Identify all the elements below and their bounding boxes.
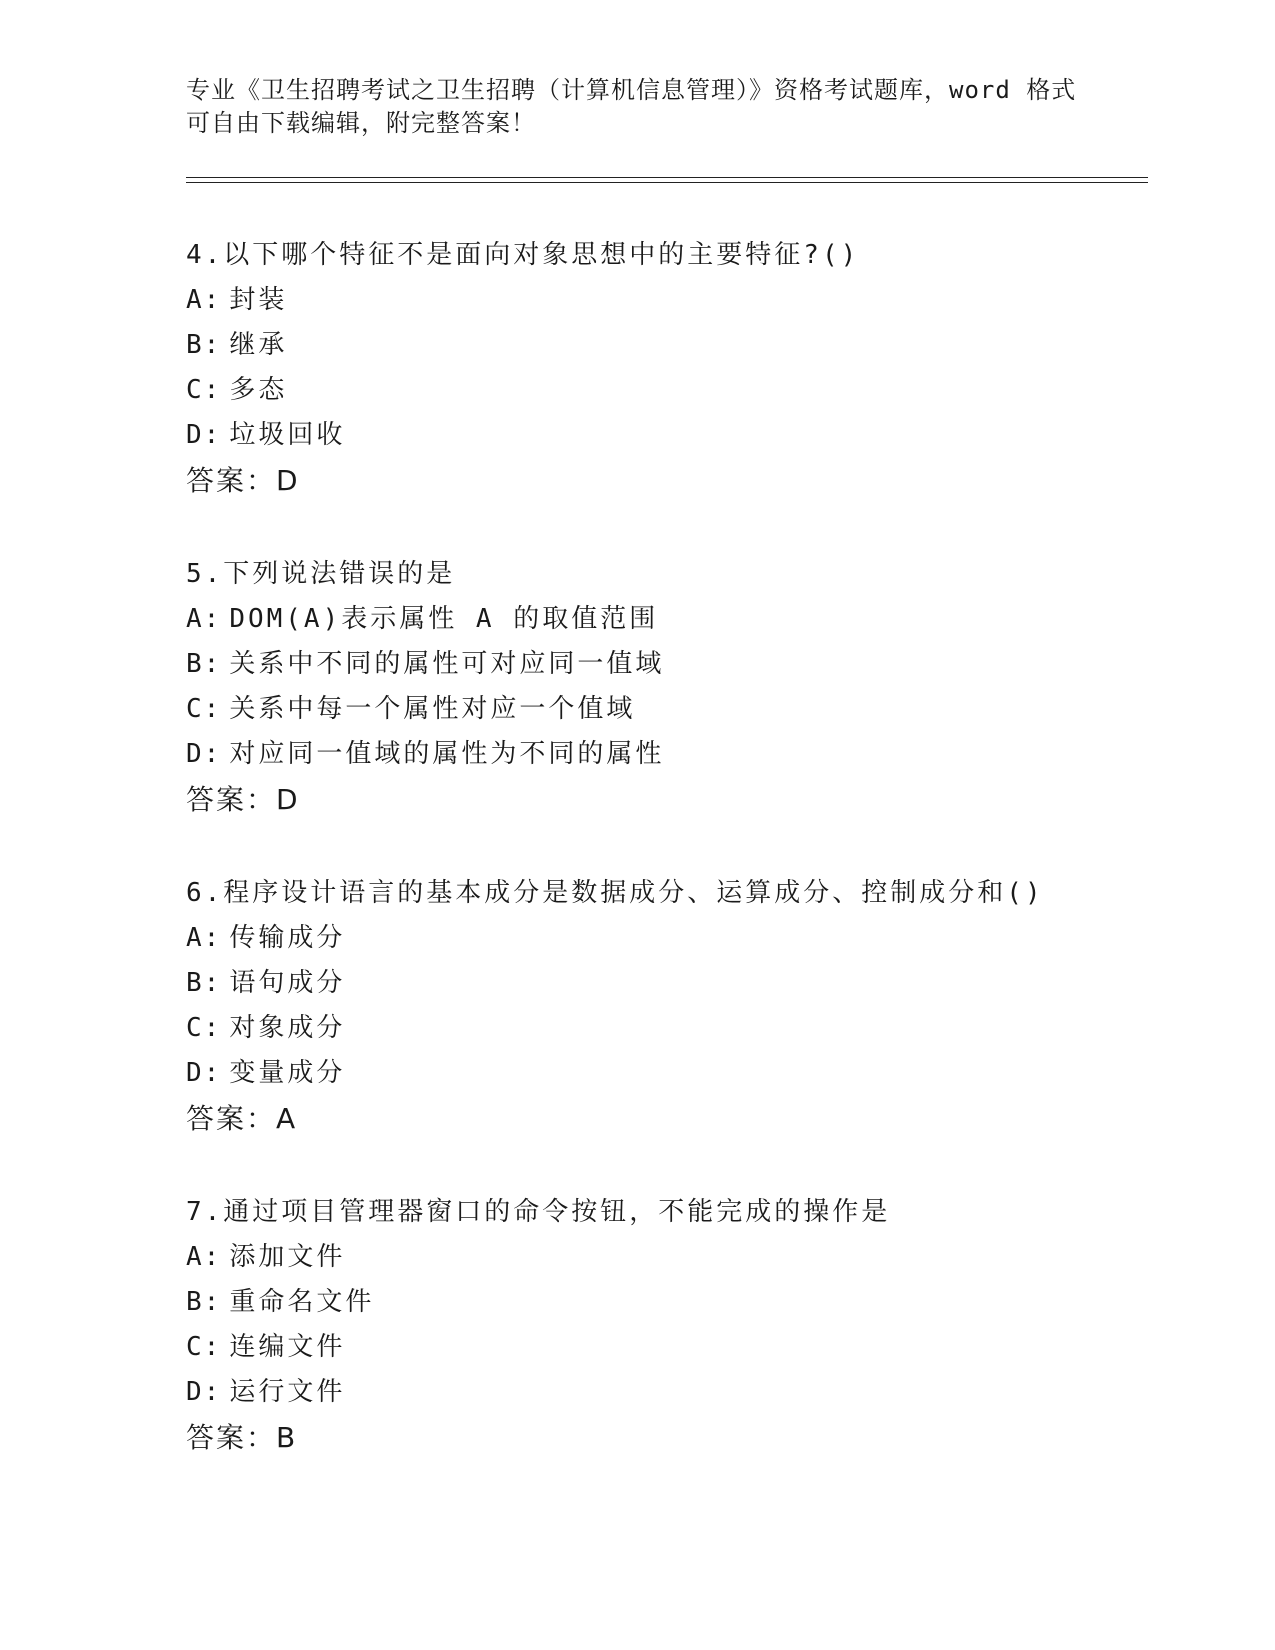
option-letter: D: xyxy=(186,1058,222,1088)
option-text: 添加文件 xyxy=(229,1242,346,1272)
option-d xyxy=(186,1051,1166,1096)
answer-value: A xyxy=(276,1102,298,1135)
option-letter: D: xyxy=(186,739,222,769)
option-b xyxy=(186,323,1166,368)
option-text: 变量成分 xyxy=(229,1058,346,1088)
option-text: 传输成分 xyxy=(229,923,346,953)
option-d xyxy=(186,732,1166,777)
option-text: 垃圾回收 xyxy=(229,420,346,450)
answer-label: 答案： xyxy=(186,783,277,816)
option-text: 关系中每一个属性对应一个值域 xyxy=(229,694,636,724)
option-letter: C: xyxy=(186,1013,222,1043)
header-line-1: 专业《卫生招聘考试之卫生招聘（计算机信息管理）》资格考试题库，word 格式 xyxy=(186,76,1077,104)
answer-value: B xyxy=(276,1421,298,1454)
option-text: 关系中不同的属性可对应同一值域 xyxy=(229,649,665,679)
option-text: 继承 xyxy=(229,330,288,360)
answer-line xyxy=(186,458,1166,503)
answer-value: D xyxy=(276,464,300,497)
option-text: 重命名文件 xyxy=(229,1287,375,1317)
option-letter: C: xyxy=(186,694,222,724)
question-text: 7.通过项目管理器窗口的命令按钮，不能完成的操作是 xyxy=(186,1197,891,1227)
answer-line xyxy=(186,777,1166,822)
question-block xyxy=(186,871,1166,1141)
option-a xyxy=(186,1235,1166,1280)
option-b xyxy=(186,642,1166,687)
question-text: 4.以下哪个特征不是面向对象思想中的主要特征?() xyxy=(186,240,860,270)
option-text: 语句成分 xyxy=(229,968,346,998)
option-c xyxy=(186,368,1166,413)
question-block xyxy=(186,552,1166,822)
answer-line xyxy=(186,1415,1166,1460)
answer-label: 答案： xyxy=(186,1421,277,1454)
option-text: 封装 xyxy=(229,285,288,315)
option-letter: C: xyxy=(186,1332,222,1362)
option-c xyxy=(186,1006,1166,1051)
option-letter: A: xyxy=(186,1242,222,1272)
question-block xyxy=(186,233,1166,503)
answer-label: 答案： xyxy=(186,464,277,497)
option-letter: A: xyxy=(186,285,222,315)
option-letter: B: xyxy=(186,649,222,679)
option-letter: B: xyxy=(186,1287,222,1317)
question-text: 6.程序设计语言的基本成分是数据成分、运算成分、控制成分和() xyxy=(186,878,1044,908)
option-c xyxy=(186,1325,1166,1370)
option-a xyxy=(186,597,1166,642)
option-letter: A: xyxy=(186,604,222,634)
question-block xyxy=(186,1190,1166,1460)
answer-value: D xyxy=(276,783,300,816)
option-b xyxy=(186,1280,1166,1325)
option-text: 连编文件 xyxy=(229,1332,346,1362)
option-text: 对应同一值域的属性为不同的属性 xyxy=(229,739,665,769)
option-text: DOM(A)表示属性 A 的取值范围 xyxy=(229,604,659,634)
header-divider-top xyxy=(186,177,1148,178)
option-a xyxy=(186,916,1166,961)
option-d xyxy=(186,413,1166,458)
option-letter: D: xyxy=(186,420,222,450)
option-letter: D: xyxy=(186,1377,222,1407)
option-d xyxy=(186,1370,1166,1415)
option-letter: A: xyxy=(186,923,222,953)
option-b xyxy=(186,961,1166,1006)
option-text: 对象成分 xyxy=(229,1013,346,1043)
option-letter: C: xyxy=(186,375,222,405)
option-text: 运行文件 xyxy=(229,1377,346,1407)
option-c xyxy=(186,687,1166,732)
question-text: 5.下列说法错误的是 xyxy=(186,559,456,589)
answer-line xyxy=(186,1096,1166,1141)
option-text: 多态 xyxy=(229,375,288,405)
option-letter: B: xyxy=(186,968,222,998)
option-a xyxy=(186,278,1166,323)
answer-label: 答案： xyxy=(186,1102,277,1135)
option-letter: B: xyxy=(186,330,222,360)
header-line-2: 可自由下载编辑，附完整答案！ xyxy=(186,109,536,137)
document-header xyxy=(186,74,1106,140)
header-divider-bottom xyxy=(186,182,1148,183)
